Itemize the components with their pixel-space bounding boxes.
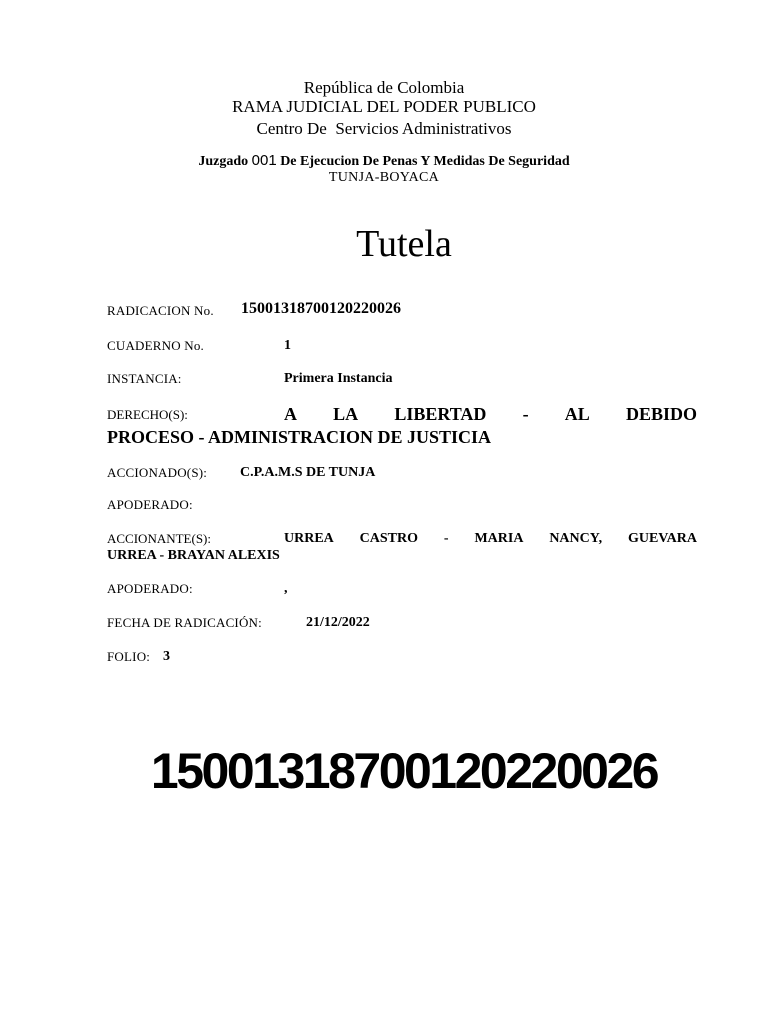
instancia-label: INSTANCIA: [107,371,182,386]
radicacion-value: 15001318700120220026 [241,300,401,317]
accionado-value: C.P.A.M.S DE TUNJA [240,465,376,480]
header-country: República de Colombia [303,78,465,97]
fecha-radicacion-value: 21/12/2022 [306,615,370,630]
accionante-value [107,530,697,564]
accionante-word: NANCY, [549,531,603,546]
header-court [0,152,768,170]
cuaderno-label: CUADERNO No. [107,338,205,353]
folio-value: 3 [163,649,170,664]
accionante-word: MARIA [474,531,524,546]
field-apoderado-2 [107,581,288,597]
derecho-label: DERECHO(S): [107,407,188,422]
field-fecha-radicacion [107,615,370,631]
derecho-word: - [522,404,529,424]
accionante-label: ACCIONANTE(S): [107,531,211,546]
field-folio [107,649,170,665]
cuaderno-value: 1 [284,338,291,353]
derecho-value [107,403,697,449]
header-city: TUNJA-BOYACA [328,170,440,185]
accionante-word: GUEVARA [627,531,697,546]
apoderado-2-value: , [284,581,288,596]
apoderado-2-label: APODERADO: [107,581,193,596]
derecho-value-line2: PROCESO - ADMINISTRACION DE JUSTICIA [107,427,492,447]
field-instancia [107,371,393,387]
header-branch: RAMA JUDICIAL DEL PODER PUBLICO [232,97,536,116]
accionado-label: ACCIONADO(S): [107,465,208,480]
accionante-word: CASTRO [359,531,419,546]
accionante-word: URREA [284,531,334,546]
document-title: Tutela [356,223,452,265]
derecho-value-line1 [107,403,697,426]
accionante-value-line1 [107,530,697,547]
derecho-word: LA [333,404,359,424]
derecho-word: AL [564,404,590,424]
field-cuaderno [107,338,291,354]
field-apoderado [107,497,193,513]
accionante-value-line2: URREA - BRAYAN ALEXIS [107,548,280,563]
court-number: 001 [251,152,277,169]
court-suffix: De Ejecucion De Penas Y Medidas De Seguridad [280,154,570,169]
apoderado-label: APODERADO: [107,497,193,512]
derecho-word: A [284,404,297,424]
header-center: Centro De Servicios Administrativos [256,119,512,138]
field-accionado [107,465,376,481]
radicacion-label: RADICACION No. [107,303,214,318]
derecho-word: LIBERTAD [394,404,487,424]
instancia-value: Primera Instancia [284,371,393,386]
derecho-word: DEBIDO [625,404,697,424]
field-radicacion [107,300,401,319]
fecha-radicacion-label: FECHA DE RADICACIÓN: [107,615,262,630]
folio-label: FOLIO: [107,649,151,664]
case-number-large: 15001318700120220026 [150,743,658,799]
court-prefix: Juzgado [198,154,249,169]
accionante-word: - [443,531,449,546]
